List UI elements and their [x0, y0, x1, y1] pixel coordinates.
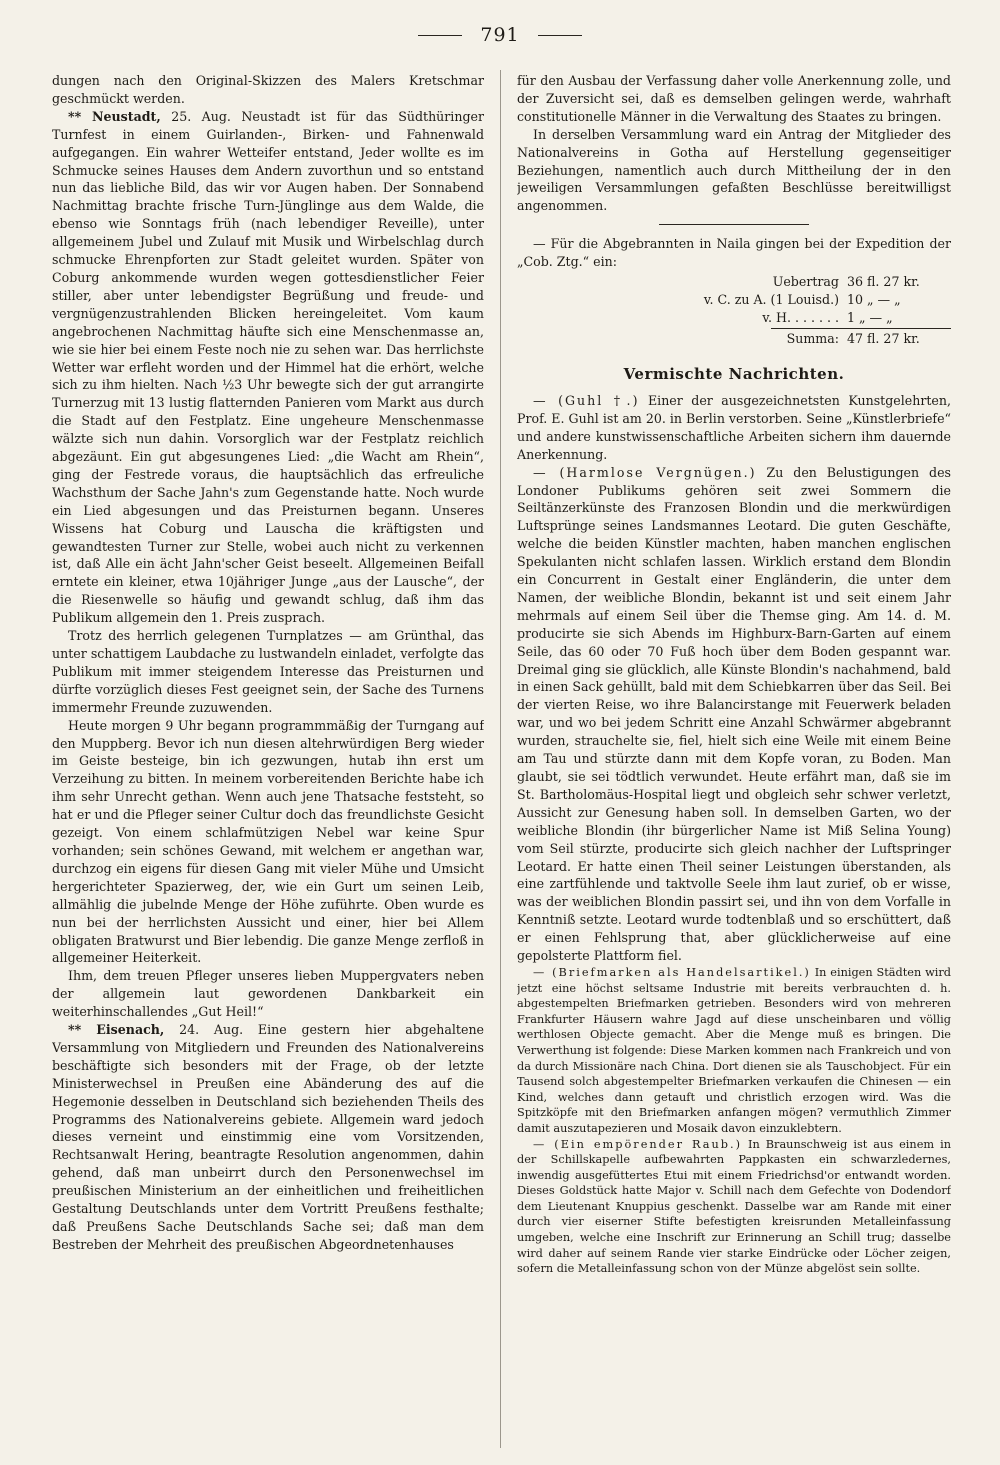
paragraph: dungen nach den Original-Skizzen des Malers Kretschmar geschmückt werden.	[52, 73, 484, 106]
article-dateline-place: ** Neustadt,	[68, 108, 161, 124]
news-item-briefmarken	[517, 965, 951, 1137]
sum-label: Summa:	[786, 331, 839, 347]
separator-rule	[659, 224, 809, 225]
ledger-amount: 10 „ — „	[847, 292, 901, 308]
news-item-guhl	[517, 392, 951, 464]
news-item-body: In einigen Städten wird jetzt eine höchst seltsame Industrie mit bereits verbrauchten d. h. abgestempelten Briefmarken getrieben. Besonders wird von mehreren Frankfurter Häusern wahre Jagd auf diese unscheinbaren und völlig werthlosen Objecte gemacht. Aber die Menge muß es bringen. Die Verwerthung ist folgende: Diese Marken kommen nach Frankreich und von da durch Missionäre nach China. Dort dienen sie als Tauschobject. Für ein Tausend solch abgestempelter Briefmarken verkaufen die Chinesen — ein Kind, welches dann getauft und christlich erzogen wird. Was die Spitzköpfe mit den Briefmarken anfangen mögen? vermuthlich Zimmer damit auszutapezieren und Mosaik davon einzuklebtern.	[517, 965, 951, 1135]
paragraph: für den Ausbau der Verfassung daher volle Anerkennung zolle, und der Zuversicht sei, daß es demselben gelingen werde, wahrhaft constitutionelle Männer in die Verwaltung des Staates zu bringen.	[517, 73, 951, 124]
donation-intro: — Für die Abgebrannten in Naila gingen bei der Expedition der „Cob. Ztg.“ ein:	[517, 236, 951, 270]
ledger-row	[517, 309, 951, 327]
ledger-sum-row	[517, 330, 951, 348]
article-dateline-date: 25. Aug.	[171, 108, 231, 124]
article-neustadt	[52, 108, 484, 627]
news-item-raub	[517, 1137, 951, 1277]
news-item-body: Einer der ausgezeichnetsten Kunstgelehrten, Prof. E. Guhl ist am 20. in Berlin verstorben. Seine „Künstlerbriefe“ und andere kunstwissenschaftliche Arbeiten sichern ihm dauernde Anerkennung.	[517, 392, 951, 462]
page-number: 791	[480, 24, 520, 46]
news-item-head: — (Harmlose Vergnügen.)	[533, 464, 757, 480]
news-item-head: — (Briefmarken als Handelsartikel.)	[533, 965, 811, 979]
news-item-harmlos	[517, 464, 951, 965]
ledger-label: Uebertrag	[772, 274, 839, 290]
ledger-amount: 36 fl. 27 kr.	[847, 274, 920, 290]
paragraph: Heute morgen 9 Uhr begann programmmäßig der Turngang auf den Muppberg. Bevor ich nun diesen altehrwürdigen Berg wieder im Geiste besteige, bin ich gezwungen, hutab ihn erst um Verzeihung zu bitten. In meinem vorbereitenden Berichte habe ich ihm sehr Unrecht gethan. Wenn auch jene Thatsache feststeht, so hat er und die Pfleger seiner Cultur doch das freundlichste Gesicht gezeigt. Von einem schlafmützigen Nebel war keine Spur vorhanden; sein schönes Gewand, mit welchem er angethan war, durchzog ein eigens für diesen Gang mit vieler Mühe und Umsicht hergerichteter Spazierweg, der, wie ein Gurt um seinen Leib, allmählig die jubelnde Menge der Höhe zuführte. Oben wurde es nun bei der herrlichsten Aussicht und einer, hier bei Allem obligaten Bratwurst und Bier lebendig. Die ganze Menge zerfloß in allgemeiner Heiterkeit.	[52, 717, 484, 966]
left-column	[52, 72, 484, 1447]
article-dateline-place: ** Eisenach,	[68, 1022, 165, 1038]
news-item-head: — (Guhl †.)	[533, 392, 640, 408]
page-header	[0, 22, 1000, 48]
ledger-row	[517, 273, 951, 291]
article-dateline-date: 24. Aug.	[179, 1022, 244, 1038]
sum-rule	[771, 328, 951, 329]
ledger-label: v. H. . . . . . .	[762, 310, 839, 326]
header-dash-right	[538, 35, 582, 36]
paragraph: In derselben Versammlung ward ein Antrag der Mitglieder des Nationalvereins in Gotha auf Herstellung gegenseitiger Beziehungen, namentlich auch durch Mittheilung der in den jeweiligen Versammlungen gefaßten Beschlüsse bereitwilligst angenommen.	[517, 126, 951, 214]
news-item-body: Zu den Belustigungen des Londoner Publikums gehören seit zwei Sommern die Seiltänzerkünste des Franzosen Blondin und die merkwürdigen Luftsprünge seines Landsmannes Leotard. Die guten Geschäfte, welche die beiden Künstler machten, haben manchen englischen Spekulanten nicht schlafen lassen. Wirklich erstand dem Blondin ein Concurrent in Gestalt einer Engländerin, die unter dem Namen, der weibliche Blondin, bekannt ist und seit einem Jahr mehrmals auf einem Seil über die Themse ging. Am 14. d. M. producirte sie sich Abends im Highburx-Barn-Garten auf einem Seile, das 60 oder 70 Fuß hoch über dem Boden gespannt war. Dreimal ging sie glücklich, alle Künste Blondin's nachahmend, bald in einen Sack gehüllt, bald mit dem Schiebkarren über das Seil. Bei der vierten Reise, wo ihre Balancirstange mit Feuerwerk beladen war, und wo bei jedem Schritt eine Anzahl Schwärmer abgebrannt wurden, strauchelte sie, fiel, hielt sich eine Weile mit einem Beine am Tau und stürzte dann mit dem Kopfe voran, zu Boden. Man glaubt, sie sei tödtlich verwundet. Heute erfährt man, daß sie im St. Bartholomäus-Hospital liegt und obgleich sehr schwer verletzt, Aussicht zur Genesung haben soll. In demselben Garten, wo der weibliche Blondin (ihr bürgerlicher Name ist Miß Selina Young) vom Seil stürzte, producirte sich gleich nachher der Luftspringer Leotard. Er hatte einen Theil seiner Leistungen überstanden, als eine zartfühlende und taktvolle Seele ihm laut zurief, ob er wisse, was der weiblichen Blondin passirt sei, und ihn von dem Vorfalle in Kenntniß setzte. Leotard wurde todtenblaß und so erschüttert, daß er einen Fehlsprung that, aber glücklicherweise auf eine gepolsterte Plattform fiel.	[517, 464, 951, 964]
ledger-row	[517, 291, 951, 309]
article-eisenach	[52, 1021, 484, 1254]
ledger-label: v. C. zu A. (1 Louisd.)	[703, 292, 839, 308]
paragraph: Ihm, dem treuen Pfleger unseres lieben Muppergvaters neben der allgemein laut gewordenen Dankbarkeit ein weiterhinschallendes „Gut Heil!“	[52, 968, 484, 1020]
sum-amount: 47 fl. 27 kr.	[847, 331, 920, 347]
ledger-amount: 1 „ — „	[847, 310, 893, 326]
news-item-body: In Braunschweig ist aus einem in der Schillskapelle aufbewahrten Pappkasten ein schwarzledernes, inwendig ausgefüttertes Etui mit einem Friedrichsd'or entwandt worden. Dieses Goldstück hatte Major v. Schill nach dem Gefechte von Dodendorf dem Lieutenant Knuppius geschenkt. Dasselbe war am Rande mit einer durch vier eiserner Stifte befestigten kreisrunden Metalleinfassung umgeben, welche eine Inschrift zur Erinnerung an Schill trug; dasselbe wird daher auf seinem Rande vier starke Eindrücke oder Löcher zeigen, sofern die Metalleinfassung schon von der Münze abgelöst sein sollte.	[517, 1137, 951, 1276]
right-column	[517, 72, 951, 1447]
news-item-head: — (Ein empörender Raub.)	[533, 1137, 742, 1151]
header-dash-left	[418, 35, 462, 36]
article-body: Eine gestern hier abgehaltene Versammlung von Mitgliedern und Freunden des Nationalvereins beschäftigte sich besonders mit der Frage, ob der letzte Ministerwechsel in Preußen eine Abänderung des auf die Hegemonie desselben in Deutschland sich beziehenden Theils des Programms des Nationalvereins gebiete. Allgemein ward jedoch dieses verneint und einstimmig eine vom Vorsitzenden, Rechtsanwalt Hering, beantragte Resolution angenommen, dahin gehend, daß man unbeirrt durch den Personenwechsel im preußischen Ministerium an der einheitlichen und freiheitlichen Gestaltung Deutschlands unter dem Vortritt Preußens festhalte; daß Preußens Sache Deutschlands Sache sei; daß man dem Bestreben der Mehrheit des preußischen Abgeordnetenhauses	[52, 1022, 484, 1252]
column-divider	[500, 70, 501, 1448]
article-body: Neustadt ist für das Südthüringer Turnfest in einem Guirlanden-, Birken- und Fahnenwald aufgegangen. Ein wahrer Wetteifer entstand, Jeder wollte es im Schmucke seines Hauses dem Andern zuvorthun und so entstand nun das liebliche Bild, das wir vor Augen haben. Der Sonnabend Nachmittag brachte frische Turn-Jünglinge aus dem Walde, die ebenso wie Sonntags früh (nach lebendiger Reveille), unter allgemeinem Jubel und Zulauf mit Musik und Wirbelschlag durch schmucke Ehrenpforten zur Stadt geleitet wurden. Später von Coburg ankommende wurden wegen gottesdienstlicher Feier stiller, aber unter lebendigster Begrüßung und freude- und vergnügenzustrahlenden Blicken hereingeleitet. Vom kaum angebrochenen Nachmittag häufte sich eine Menschenmasse an, wie sie hier bei einem Feste noch nie zu sehen war. Das herrlichste Wetter war erfleht worden und der Himmel hat die erhört, welche sich zu ihm hielten. Nach ½3 Uhr bewegte sich der gut arrangirte Turnerzug mit 13 lustig flatternden Panieren vom Markt aus durch die Stadt auf den Festplatz. Eine ungeheure Menschenmasse wälzte sich nun dahin. Vorsorglich war der Festplatz reichlich abgezäunt. Ein gut abgesungenes Lied: „die Wacht am Rhein“, ging der Festrede voraus, die hauptsächlich das erfreuliche Wachsthum der Sache Jahn's zum Gegenstande hatte. Noch wurde ein Lied abgesungen und das Preisturnen begann. Unseres Wissens hat Coburg und Lauscha die kräftigsten und gewandtesten Turner zur Stelle, wobei auch nicht zu verkennen ist, daß Alle ein ächt Jahn'scher Geist beseelt. Allgemeinen Beifall erntete ein kleiner, etwa 10jähriger Junge „aus der Lausche“, der die Riesenwelle so häufig und gewandt schlug, daß ihm das Publikum allgemein den 1. Preis zusprach.	[52, 108, 484, 626]
section-title: Vermischte Nachrichten.	[623, 365, 845, 384]
donation-ledger	[517, 273, 951, 348]
paragraph: Trotz des herrlich gelegenen Turnplatzes — am Grünthal, das unter schattigem Laubdache zu lustwandeln einladet, verfolgte das Publikum mit immer steigendem Interesse das Preisturnen und dürfte vorzüglich dieses Fest geeignet sein, der Sache des Turnens immermehr Freunde zuzuwenden.	[52, 628, 484, 715]
